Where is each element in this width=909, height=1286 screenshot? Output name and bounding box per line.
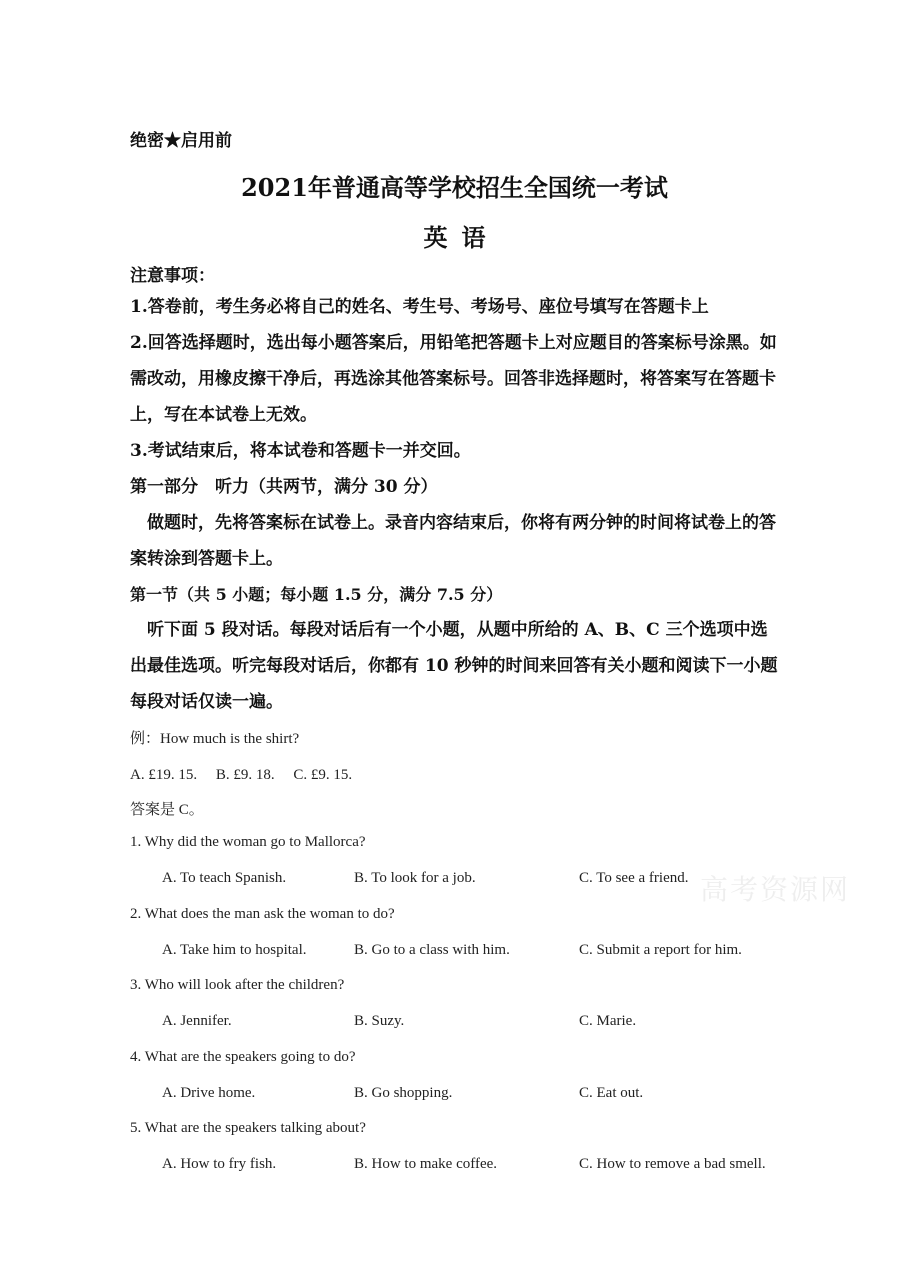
section1-instruction: 听下面 5 段对话。每段对话后有一个小题，从题中所给的 A、B、C 三个选项中选出最佳选项。听完每段对话后，你都有 10 秒钟的时间来回答有关小题和阅读下一小题每段对话仅读一遍。 [130,620,778,712]
question-4: 4. What are the speakers going to do? [130,1049,356,1065]
question-5-option-c: C. How to remove a bad smell. [579,1156,766,1172]
notes-heading: 注意事项： [130,266,215,286]
question-2-option-c: C. Submit a report for him. [579,942,742,958]
question-1-option-c: C. To see a friend. [579,870,689,886]
confidential-label: 绝密★启用前 [130,131,232,151]
question-3: 3. Who will look after the children? [130,977,345,993]
note-item-2: 2.回答选择题时，选出每小题答案后，用铅笔把答题卡上对应题目的答案标号涂黑。如需改动，用橡皮擦干净后，再选涂其他答案标号。回答非选择题时，将答案写在答题卡上，写在本试卷上无效。 [130,333,777,425]
section1-heading: 第一节（共 5 小题；每小题 1.5 分，满分 7.5 分） [130,585,503,604]
example-answer: 答案是 C。 [130,802,204,818]
note-item-3: 3.考试结束后，将本试卷和答题卡一并交回。 [130,441,471,461]
question-1: 1. Why did the woman go to Mallorca? [130,834,366,850]
question-3-option-a: A. Jennifer. [162,1013,232,1029]
note-item-1: 1.答卷前，考生务必将自己的姓名、考生号、考场号、座位号填写在答题卡上 [130,297,709,317]
example-options: A. £19. 15. B. £9. 18. C. £9. 15. [130,767,353,783]
question-1-option-a: A. To teach Spanish. [162,870,287,886]
question-2-option-b: B. Go to a class with him. [354,942,510,958]
part1-heading: 第一部分 听力（共两节，满分 30 分） [130,477,438,497]
exam-title: 2021年普通高等学校招生全国统一考试 [241,173,668,202]
question-2-option-a: A. Take him to hospital. [162,942,307,958]
watermark: 高考资源网 [700,873,851,906]
question-5-option-b: B. How to make coffee. [354,1156,498,1172]
question-4-option-c: C. Eat out. [579,1085,644,1101]
question-4-option-b: B. Go shopping. [354,1085,453,1101]
question-3-option-c: C. Marie. [579,1013,637,1029]
example-question: 例：How much is the shirt? [130,731,300,747]
question-4-option-a: A. Drive home. [162,1085,256,1101]
question-5: 5. What are the speakers talking about? [130,1120,366,1136]
question-3-option-b: B. Suzy. [354,1013,405,1029]
question-5-option-a: A. How to fry fish. [162,1156,277,1172]
part1-instruction: 做题时，先将答案标在试卷上。录音内容结束后，你将有两分钟的时间将试卷上的答案转涂到答题卡上。 [130,513,776,569]
question-2: 2. What does the man ask the woman to do? [130,906,395,922]
question-1-option-b: B. To look for a job. [354,870,476,886]
subject-title: 英语 [423,223,500,252]
